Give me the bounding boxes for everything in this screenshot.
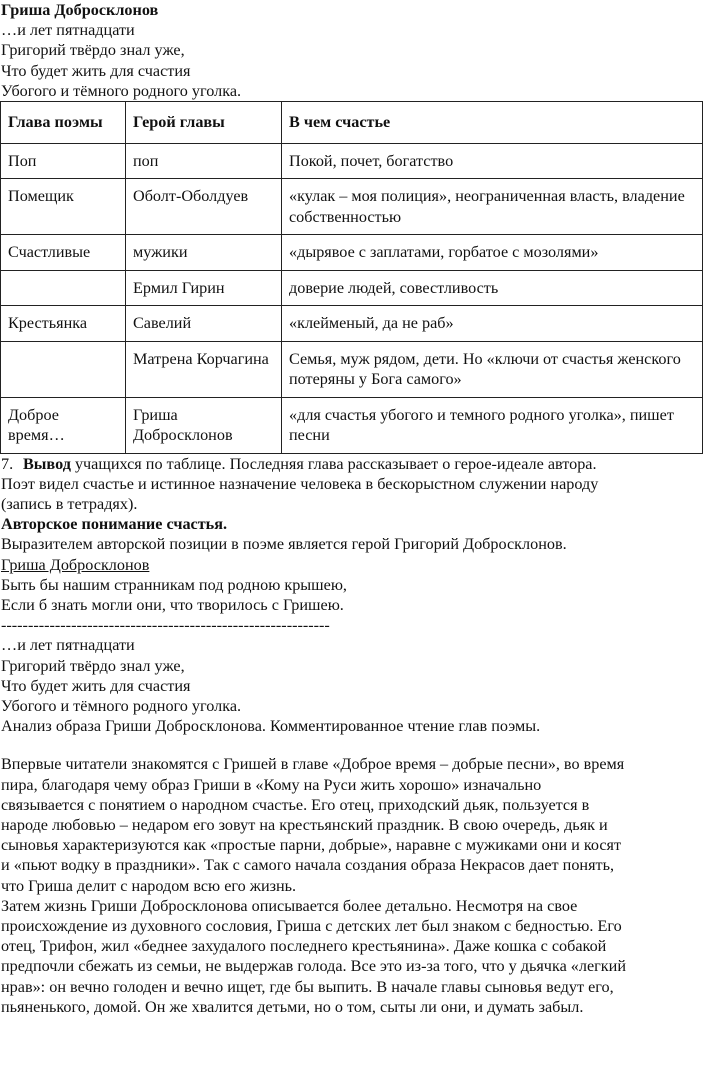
- cell-chapter: [1, 270, 126, 306]
- cell-happiness: «клейменый, да не раб»: [282, 306, 703, 342]
- table-row: [1, 306, 703, 342]
- cell-chapter: Счастливые: [1, 235, 126, 271]
- intro-line: Убогого и тёмного родного уголка.: [1, 81, 242, 100]
- header-hero: Герой главы: [126, 102, 282, 144]
- author-subtitle: Гриша Добросклонов: [1, 555, 150, 574]
- separator: -------------------------------------------------------------: [1, 616, 330, 635]
- table-row: [1, 235, 703, 271]
- poem-line: Если б знать могли они, что творилось с Гришею.: [1, 595, 344, 614]
- paragraph-line: происхождение из духовного сословия, Гриша с детских лет был знаком с бедностью. Его: [1, 916, 622, 935]
- table-row: [1, 143, 703, 179]
- cell-hero: поп: [126, 143, 282, 179]
- conclusion-line: Поэт видел счастье и истинное назначение человека в бескорыстном служении народу: [1, 474, 599, 493]
- cell-chapter: Крестьянка: [1, 306, 126, 342]
- paragraph-line: связывается с понятием о народном счастье. Его отец, приходский дьяк, пользуется в: [1, 795, 590, 814]
- cell-hero: мужики: [126, 235, 282, 271]
- paragraph-gap: [0, 736, 704, 754]
- author-line: Выразителем авторской позиции в поэме является герой Григорий Добросклонов.: [1, 535, 567, 554]
- cell-hero: Ермил Гирин: [126, 270, 282, 306]
- happiness-table: [0, 101, 703, 454]
- conclusion-text: учащихся по таблице. Последняя глава рассказывает о герое-идеале автора.: [70, 454, 597, 473]
- cell-chapter: Поп: [1, 143, 126, 179]
- table-header-row: [1, 102, 703, 144]
- cell-happiness: Покой, почет, богатство: [282, 143, 703, 179]
- intro-line: Григорий твёрдо знал уже,: [1, 41, 185, 60]
- cell-hero: Савелий: [126, 306, 282, 342]
- table-row: [1, 179, 703, 235]
- cell-happiness: «для счастья убогого и темного родного уголка», пишет песни: [282, 397, 703, 453]
- paragraph-line: народе любовью – недаром его зовут на крестьянский праздник. В свою очередь, дьяк и: [1, 815, 608, 834]
- cell-hero: Оболт-Оболдуев: [126, 179, 282, 235]
- paragraph-line: что Гриша делит с народом всю его жизнь.: [1, 876, 297, 895]
- conclusion-line: (запись в тетрадях).: [1, 494, 138, 513]
- conclusion-line: [0, 454, 704, 474]
- cell-chapter: Помещик: [1, 179, 126, 235]
- paragraph-line: Впервые читатели знакомятся с Гришей в главе «Доброе время – добрые песни», во время: [1, 755, 625, 774]
- poem-line: …и лет пятнадцати: [1, 636, 135, 655]
- table-row: [1, 397, 703, 453]
- cell-hero: Матрена Корчагина: [126, 341, 282, 397]
- poem-line: Быть бы нашим странникам под родною крышею,: [1, 575, 347, 594]
- table-row: [1, 270, 703, 306]
- paragraph-line: сыновья характеризуются как «простые парни, добрые», наравне с мужиками они и косят: [1, 836, 622, 855]
- author-heading: Авторское понимание счастья.: [1, 515, 228, 534]
- table-row: [1, 341, 703, 397]
- cell-happiness: доверие людей, совестливость: [282, 270, 703, 306]
- paragraph-line: пьяненького, домой. Он же хвалится детьми, но о том, сыты ли они, и думать забыл.: [1, 997, 584, 1016]
- poem-line: Что будет жить для счастия: [1, 676, 191, 695]
- intro-title: Гриша Добросклонов: [1, 1, 159, 19]
- header-happiness: В чем счастье: [282, 102, 703, 144]
- cell-happiness: «дырявое с заплатами, горбатое с мозолями»: [282, 235, 703, 271]
- paragraph-line: предпочли сбежать из семьи, не выдержав голода. Все это из-за того, что у дьячка «легкий: [1, 957, 626, 976]
- cell-happiness: Семья, муж рядом, дети. Но «ключи от счастья женского потеряны у Бога самого»: [282, 341, 703, 397]
- paragraph-line: и «пьют водку в праздники». Так с самого начала создания образа Некрасов дает понять,: [1, 856, 615, 875]
- cell-hero: Гриша Добросклонов: [126, 397, 282, 453]
- intro-line: Что будет жить для счастия: [1, 61, 191, 80]
- conclusion-number: 7.: [1, 454, 14, 473]
- header-chapter: Глава поэмы: [1, 102, 126, 144]
- cell-chapter: Доброе время…: [1, 397, 126, 453]
- paragraph-line: пира, благодаря чему образ Гриши в «Кому на Руси жить хорошо» изначально: [1, 775, 542, 794]
- analysis-line: Анализ образа Гриши Добросклонова. Комментированное чтение глав поэмы.: [1, 717, 541, 736]
- intro-line: …и лет пятнадцати: [1, 21, 135, 40]
- cell-happiness: «кулак – моя полиция», неограниченная власть, владение собственностью: [282, 179, 703, 235]
- paragraph-line: Затем жизнь Гриши Добросклонова описывается более детально. Несмотря на свое: [1, 896, 578, 915]
- poem-line: Григорий твёрдо знал уже,: [1, 656, 185, 675]
- poem-line: Убогого и тёмного родного уголка.: [1, 696, 242, 715]
- paragraph-line: отец, Трифон, жил «беднее захудалого последнего крестьянина». Даже кошка с собакой: [1, 937, 607, 956]
- conclusion-bold-word: Вывод: [23, 454, 71, 473]
- cell-chapter: [1, 341, 126, 397]
- paragraph-line: нрав»: он вечно голоден и вечно ищет, где бы выпить. В начале главы сыновья ведут его,: [1, 977, 614, 996]
